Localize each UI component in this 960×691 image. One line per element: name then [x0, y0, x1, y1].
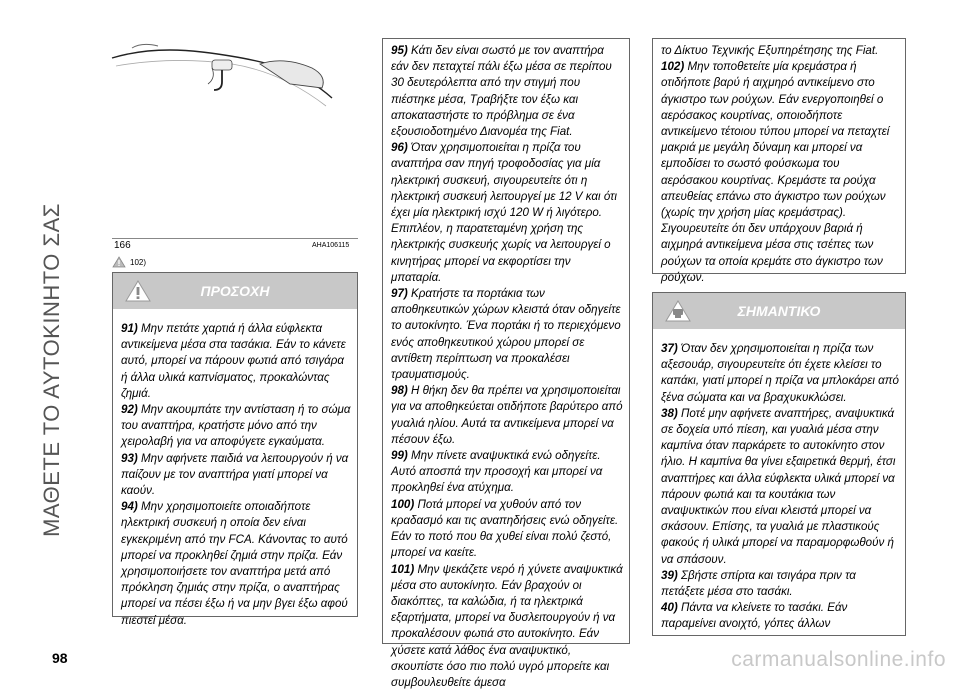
right-column-box — [652, 38, 906, 274]
notice-triangle-icon — [665, 299, 691, 323]
note-item — [661, 406, 899, 568]
note-item-text: Η θήκη δεν θα πρέπει να χρησιμοποιείται για να αποθηκεύεται οτιδήποτε βαρύτερο από γυαλιά ηλίου. Αυτά τα αντικείμενα μπορεί να πέσουν έξω. — [391, 384, 623, 446]
notice-box — [652, 292, 906, 636]
note-item-text: Σβήστε σπίρτα και τσιγάρα πριν τα πετάξετε μέσα στο τασάκι. — [661, 569, 856, 598]
notice-box-body — [661, 341, 899, 633]
note-item-text: Κρατήστε τα πορτάκια των αποθηκευτικών χώρων κλειστά όταν οδηγείτε το αυτοκίνητο. Ένα πορτάκι ή το περιεχόμενο ενός αποθηκευτικού χώρου μπορεί σε αντίθετη περίπτωση να προκαλέσει τραυματισμούς. — [391, 287, 621, 381]
note-item — [121, 321, 351, 402]
note-item-number: 96) — [391, 141, 408, 154]
note-item — [391, 497, 623, 562]
note-item-text: Μην πετάτε χαρτιά ή άλλα εύφλεκτα αντικείμενα μέσα στα τασάκια. Εάν το κάνετε αυτό, μπορεί να πάρουν φωτιά από τσιγάρα ή άλλα υλικά καπνίσματος, προκαλώντας ζημιά. — [121, 322, 346, 400]
figure-warning-reference-text: 102) — [130, 258, 146, 267]
note-item — [391, 383, 623, 448]
note-item-text: Όταν δεν χρησιμοποιείται η πρίζα των αξεσουάρ, σιγουρευτείτε ότι έχετε κλείσει το καπάκι, γιατί μπορεί η πρίζα να μπλοκάρει από ξένα σώματα και να βραχυκυκλώσει. — [661, 342, 899, 404]
note-item-number: 92) — [121, 403, 138, 416]
note-item-number: 93) — [121, 452, 138, 465]
note-item — [391, 140, 623, 286]
note-item-number: 98) — [391, 384, 408, 397]
figure-number: 166 — [114, 240, 131, 251]
note-item-text: Κάτι δεν είναι σωστό με τον αναπτήρα εάν δεν πεταχτεί πάλι έξω μέσα σε περίπου 30 δευτερόλεπτα από την στιγμή που πιέστηκε μέσα, Τραβήξτε τον έξω και αποκαταστήστε το πρόβλημα σε ένα εξουσιοδοτημένο Διανομέα της Fiat. — [391, 44, 612, 138]
note-item-number: 37) — [661, 342, 678, 355]
note-item — [121, 451, 351, 500]
right-column-items — [661, 59, 899, 286]
note-item-number: 39) — [661, 569, 678, 582]
figure-code: AHA106115 — [312, 242, 349, 249]
note-item-number: 91) — [121, 322, 138, 335]
figure-rule — [112, 238, 358, 239]
note-item-number: 94) — [121, 500, 138, 513]
note-item — [391, 562, 623, 691]
note-item — [661, 600, 899, 632]
note-item — [661, 341, 899, 406]
note-item — [121, 402, 351, 451]
note-item — [121, 499, 351, 629]
warning-box-title: ΠΡΟΣΟΧΗ — [151, 283, 319, 299]
note-item-number: 100) — [391, 498, 414, 511]
figure-clothes-hook-image — [112, 38, 358, 236]
note-item-text: Ποτά μπορεί να χυθούν από τον κραδασμό και τις αναπηδήσεις ενώ οδηγείτε. Εάν το ποτό που θα χυθεί είναι πολύ ζεστό, μπορεί να καείτε. — [391, 498, 618, 560]
note-item — [391, 286, 623, 383]
watermark: carmanualsonline.info — [731, 648, 946, 672]
note-item-text: Πάντα να κλείνετε το τασάκι. Εάν παραμείνει ανοιχτό, γόπες άλλων — [661, 601, 847, 630]
right-column-body — [661, 43, 899, 286]
note-item-number: 40) — [661, 601, 678, 614]
note-item-text: Μην τοποθετείτε μία κρεμάστρα ή οτιδήποτε βαρύ ή αιχμηρό αντικείμενο στο άγκιστρο των ρούχων. Εάν ενεργοποιηθεί ο αερόσακος κουρτίνας, οποιοδήποτε αντικείμενο τέτοιου τύπου μπορεί να πεταχτεί μακριά με μεγάλη δύναμη και μπορεί να εμποδίσει το σωστό φούσκωμα του αερόσακου κουρτίνας. Κρεμάστε τα ρούχα απευθείας επάνω στο άγκιστρο των ρούχων (χωρίς την χρήση μίας κρεμάστρας). Σιγουρευτείτε ότι δεν υπάρχουν βαριά ή αιχμηρά αντικείμενα μέσα στις τσέπες των ρούχων τα οποία κρεμάτε στο άγκιστρο των ρούχων. — [661, 60, 889, 284]
note-item-number: 99) — [391, 449, 408, 462]
warning-box-header — [113, 273, 357, 309]
warning-box-body — [121, 321, 351, 629]
side-section-title-text: ΜΑΘΕΤΕ ΤΟ ΑΥΤΟΚΙΝΗΤΟ ΣΑΣ — [39, 203, 65, 537]
note-item — [661, 59, 899, 286]
note-item-number: 95) — [391, 44, 408, 57]
middle-column-body — [391, 43, 623, 691]
note-item — [391, 448, 623, 497]
note-item-number: 97) — [391, 287, 408, 300]
figure-warning-reference — [112, 256, 146, 268]
right-column-continuation: το Δίκτυο Τεχνικής Εξυπηρέτησης της Fiat. — [661, 43, 899, 59]
note-item-text: Μην ψεκάζετε νερό ή χύνετε αναψυκτικά μέσα στο αυτοκίνητο. Εάν βραχούν οι διακόπτες, τα καλώδια, ή τα ηλεκτρικά εξαρτήματα, μπορεί να δυσλειτουργούν ή να προκαλέσουν φωτιά στο αυτοκίνητο. Εάν χύσετε κατά λάθος ένα αναψυκτικό, σκουπίστε όσο πιο πολύ υγρό μπορείτε και συμβουλευθείτε άμεσα — [391, 563, 623, 689]
middle-column-box — [382, 38, 630, 644]
warning-box — [112, 272, 358, 617]
note-item-number: 101) — [391, 563, 414, 576]
note-item-number: 38) — [661, 407, 678, 420]
page-number: 98 — [52, 650, 68, 666]
note-item-text: Μην ακουμπάτε την αντίσταση ή το σώμα του αναπτήρα, κρατήστε μόνο από την χειρολαβή για να αποφύγετε εγκαύματα. — [121, 403, 350, 448]
note-item-number: 102) — [661, 60, 684, 73]
warning-triangle-icon — [112, 256, 126, 268]
note-item-text: Όταν χρησιμοποιείται η πρίζα του αναπτήρα σαν πηγή τροφοδοσίας για μία ηλεκτρική συσκευή, σιγουρευτείτε ότι η ηλεκτρική συσκευή λειτουργεί με 12 V και ότι έχει μία ηλεκτρική ισχύ 120 W ή λιγότερο. Επιπλέον, η παρατεταμένη χρήση της ηλεκτρικής συσκευής χωρίς να λειτουργεί ο κινητήρας μπορεί να εκφορτίσει την μπαταρία. — [391, 141, 617, 284]
note-item-text: Ποτέ μην αφήνετε αναπτήρες, αναψυκτικά σε δοχεία υπό πίεση, και γυαλιά μέσα στην καμπίνα όταν παρκάρετε το αυτοκίνητο στον ήλιο. Η καμπίνα θα γίνει εξαιρετικά θερμή, έτσι αναπτήρες και άλλα εύφλεκτα υλικά μπορεί να πάρουν φωτιά και τα κουτάκια των αναψυκτικών που είναι κλειστά μπορεί να σκάσουν. Επίσης, τα γυαλιά με πλαστικούς φακούς ή υλικά μπορεί να παραμορφωθούν ή να σπάσουν. — [661, 407, 896, 566]
notice-box-title: ΣΗΜΑΝΤΙΚΟ — [691, 303, 867, 319]
note-item — [661, 568, 899, 600]
note-item-text: Μην αφήνετε παιδιά να λειτουργούν ή να παίζουν με τον αναπτήρα γιατί μπορεί να καούν. — [121, 452, 348, 497]
warning-triangle-icon — [125, 279, 151, 303]
note-item-text: Μην πίνετε αναψυκτικά ενώ οδηγείτε. Αυτό αποσπά την προσοχή και μπορεί να προκληθεί ένα ατύχημα. — [391, 449, 602, 494]
note-item — [391, 43, 623, 140]
notice-box-header — [653, 293, 905, 329]
note-item-text: Μην χρησιμοποιείτε οποιαδήποτε ηλεκτρική συσκευή η οποία δεν είναι εγκεκριμένη από την FCA. Κάνοντας το αυτό μπορεί να προκληθεί ζημιά στην πρίζα. Εάν χρησιμοποιήσετε τον αναπτήρα μετά από πρόκληση ζημιάς στην πρίζα, ο αναπτήρας μπορεί να πέσει έξω ή να μην βγει έξω αφού πιεστεί μέσα. — [121, 500, 348, 626]
